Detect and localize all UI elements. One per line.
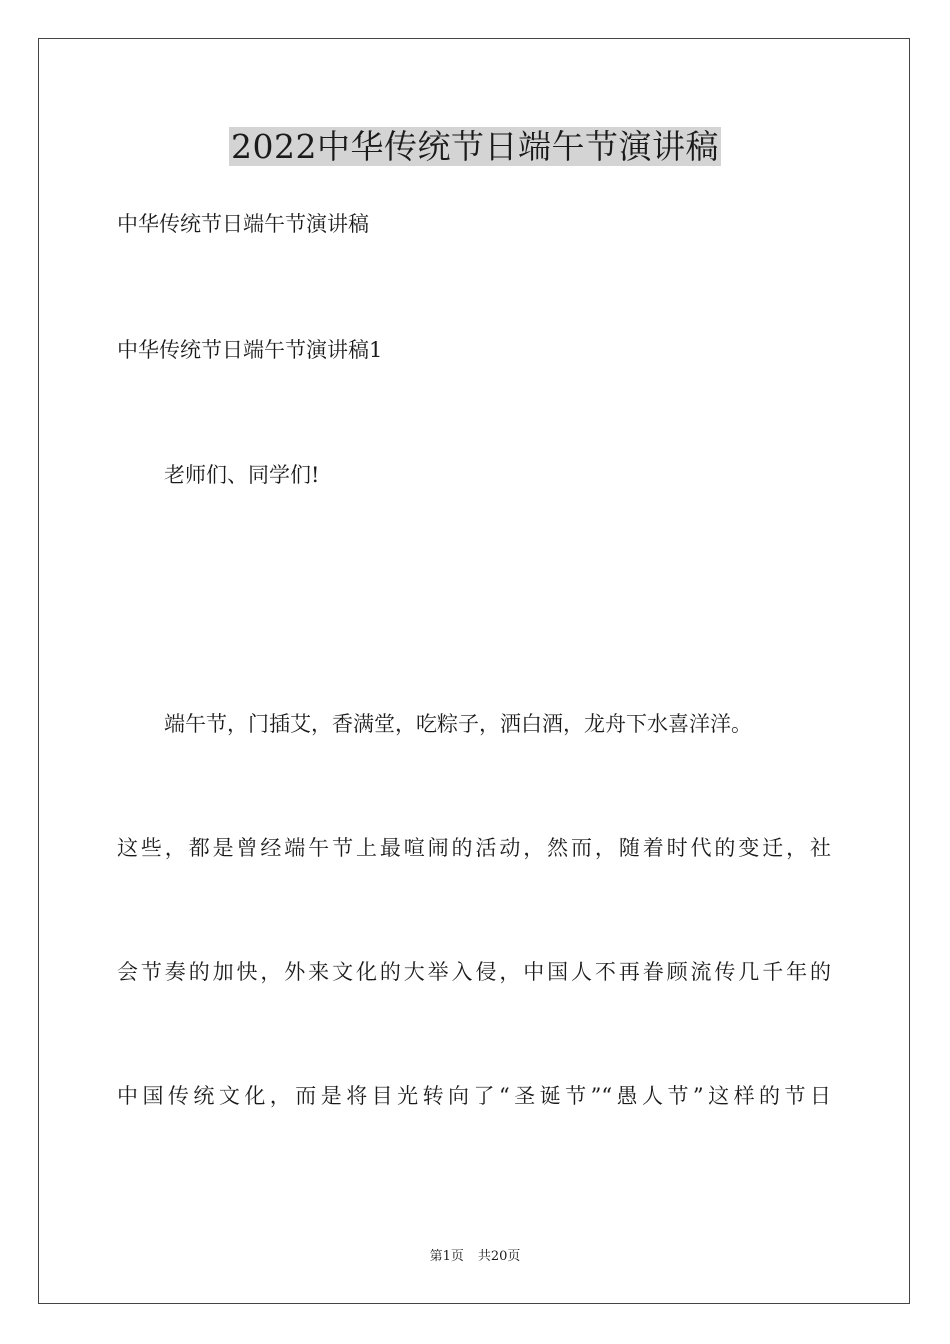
- paragraph-line-2: 这些，都是曾经端午节上最喧闹的活动，然而，随着时代的变迁，社: [117, 836, 831, 860]
- page-number-total: 共20页: [477, 1249, 521, 1264]
- paragraph-line-3: 会节奏的加快，外来文化的大举入侵，中国人不再眷顾流传几千年的: [117, 960, 831, 984]
- greeting-line: 老师们、同学们!: [164, 463, 320, 487]
- paragraph-line-4: 中国传统文化，而是将目光转向了“圣诞节”“愚人节”这样的节日: [117, 1084, 831, 1108]
- page-footer: [0, 1248, 950, 1266]
- document-subtitle: 中华传统节日端午节演讲稿: [117, 212, 369, 236]
- section-heading: 中华传统节日端午节演讲稿1: [117, 338, 383, 362]
- document-title-text: 2022中华传统节日端午节演讲稿: [231, 127, 719, 166]
- paragraph-line-1: 端午节，门插艾，香满堂，吃粽子，洒白酒，龙舟下水喜洋洋。: [164, 712, 752, 736]
- document-title: [0, 127, 950, 167]
- page-number-current: 第1页: [429, 1249, 464, 1264]
